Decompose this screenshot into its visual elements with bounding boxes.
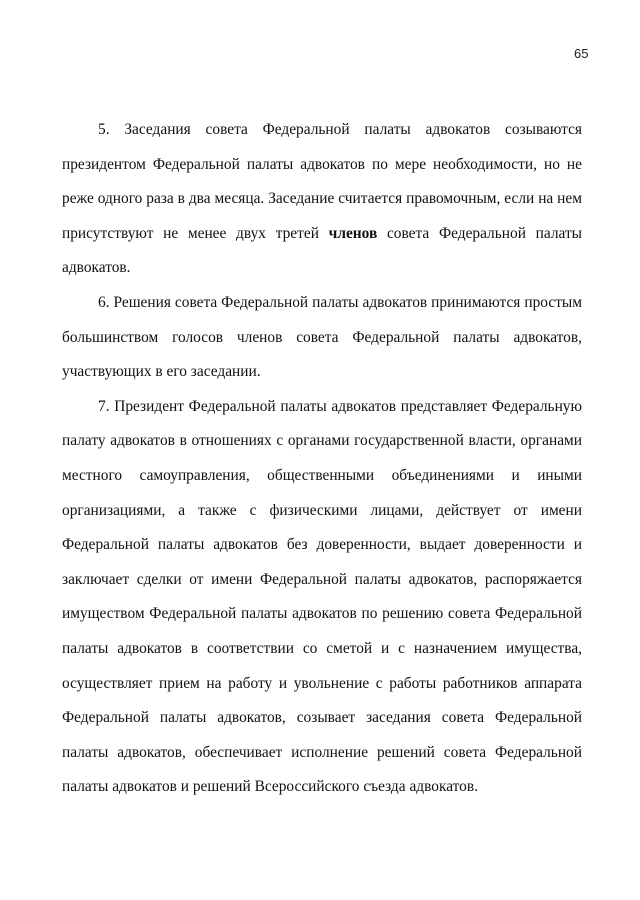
paragraph-7 xyxy=(62,390,582,805)
paragraph-5-text-end: совета Федеральной палаты адвокатов. xyxy=(62,224,583,277)
paragraph-6 xyxy=(62,286,582,390)
paragraph-5-text: 5. Заседания совета Федеральной палаты адвокатов созываются президентом Федеральной палаты адвокатов по мере необходимости, но не реже одного раза в два месяца. Заседание считается правомочным, если на нем присутствуют не менее двух третей xyxy=(62,121,582,242)
paragraph-7-text: 7. Президент Федеральной палаты адвокатов представляет Федеральную палату адвокатов в отношениях с органами государственной власти, органами местного самоуправления, общественными объединениями и иными организациями, а также с физическими лицами, действует от имени Федеральной палаты адвокатов без доверенности, выдает доверенности и заключает сделки от имени Федеральной палаты адвокатов, распоряжается имуществом Федеральной палаты адвокатов по решению совета Федеральной палаты адвокатов в соответствии со сметой и с назначением имущества, осуществляет прием на работу и увольнение с работы работников аппарата Федеральной палаты адвокатов, созывает заседания совета Федеральной палаты адвокатов, обеспечивает исполнение решений совета Федеральной палаты адвокатов и решений Всероссийского съезда адвокатов. xyxy=(62,397,582,796)
paragraph-5 xyxy=(62,113,582,286)
page-number: 65 xyxy=(574,46,589,61)
document-body xyxy=(62,113,582,805)
paragraph-5-emphasis: членов xyxy=(328,224,378,242)
paragraph-6-text: 6. Решения совета Федеральной палаты адвокатов принимаются простым большинством голосов членов совета Федеральной палаты адвокатов, участвующих в его заседании. xyxy=(62,293,582,381)
